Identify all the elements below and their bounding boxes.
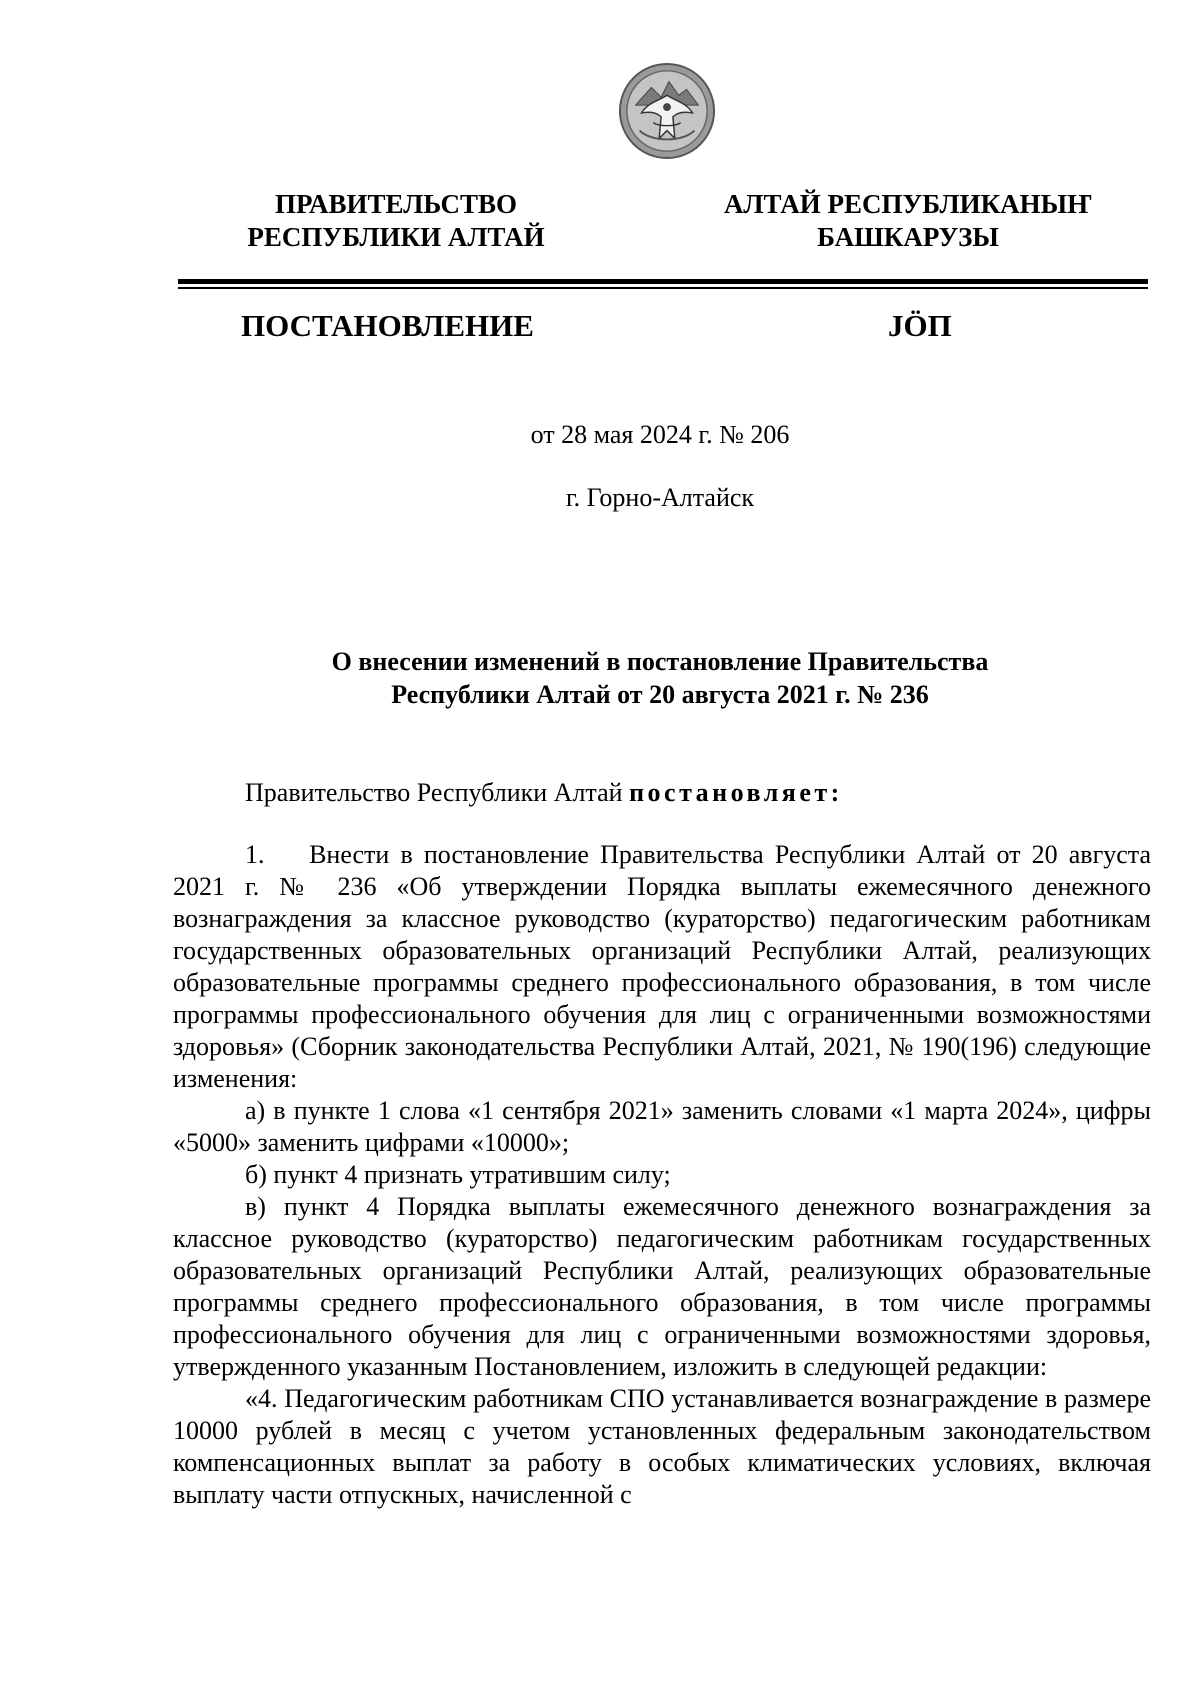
header-right-line1: АЛТАЙ РЕСПУБЛИКАНЫҤ bbox=[723, 189, 1093, 219]
doc-type-russian: ПОСТАНОВЛЕНИЕ bbox=[241, 308, 534, 343]
header-left-line1: ПРАВИТЕЛЬСТВО bbox=[274, 189, 518, 219]
header-right bbox=[698, 188, 1118, 254]
preamble-text: Правительство Республики Алтай bbox=[245, 778, 630, 807]
title-line2: Республики Алтай от 20 августа 2021 г. № 236 bbox=[391, 680, 929, 709]
paragraph-1: 1. Внести в постановление Правительства Республики Алтай от 20 августа 2021 г. № 236 «Об утверждении Порядка выплаты ежемесячного денежного вознаграждения за классное руководство (кураторство) педагогическим работникам государственных образовательных организаций Республики Алтай, реализующих образовательные программы среднего профессионального образования, в том числе программы профессионального обучения для лиц с ограниченными возможностями здоровья» (Сборник законодательства Республики Алтай, 2021, № 190(196) следующие изменения: bbox=[173, 840, 1151, 1093]
header-divider-thick bbox=[178, 279, 1148, 284]
header-left bbox=[186, 188, 606, 254]
header-divider-thin bbox=[178, 287, 1148, 289]
city: г. Горно-Алтайск bbox=[565, 483, 755, 512]
preamble bbox=[245, 778, 843, 808]
header-left-line2: РЕСПУБЛИКИ АЛТАЙ bbox=[247, 222, 545, 252]
doc-type-altai: JÖП bbox=[888, 308, 952, 343]
paragraph-v: в) пункт 4 Порядка выплаты ежемесячного денежного вознаграждения за классное руководство (кураторство) педагогическим работникам государственных образовательных организаций Республики Алтай, реализующих образовательные программы среднего профессионального образования, в том числе программы профессионального обучения для лиц с ограниченными возможностями здоровья, утвержденного указанным Постановлением, изложить в следующей редакции: bbox=[173, 1192, 1151, 1381]
date-number: от 28 мая 2024 г. № 206 bbox=[530, 420, 790, 449]
preamble-emphasis: постановляет: bbox=[629, 778, 843, 807]
title-line1: О внесении изменений в постановление Правительства bbox=[331, 647, 989, 676]
document-body bbox=[173, 839, 1151, 1511]
paragraph-b: б) пункт 4 признать утратившим силу; bbox=[245, 1160, 671, 1189]
document-title bbox=[0, 645, 1200, 711]
coat-of-arms-icon bbox=[618, 62, 716, 160]
paragraph-quote-4: «4. Педагогическим работникам СПО устанавливается вознаграждение в размере 10000 рублей в месяц с учетом установленных федеральным законодательством компенсационных выплат за работу в особых климатических условиях, включая выплату части отпускных, начисленной с bbox=[173, 1384, 1151, 1509]
paragraph-a: а) в пункте 1 слова «1 сентября 2021» заменить словами «1 марта 2024», цифры «5000» заменить цифрами «10000»; bbox=[173, 1096, 1151, 1157]
header-right-line2: БАШКАРУЗЫ bbox=[817, 222, 999, 252]
